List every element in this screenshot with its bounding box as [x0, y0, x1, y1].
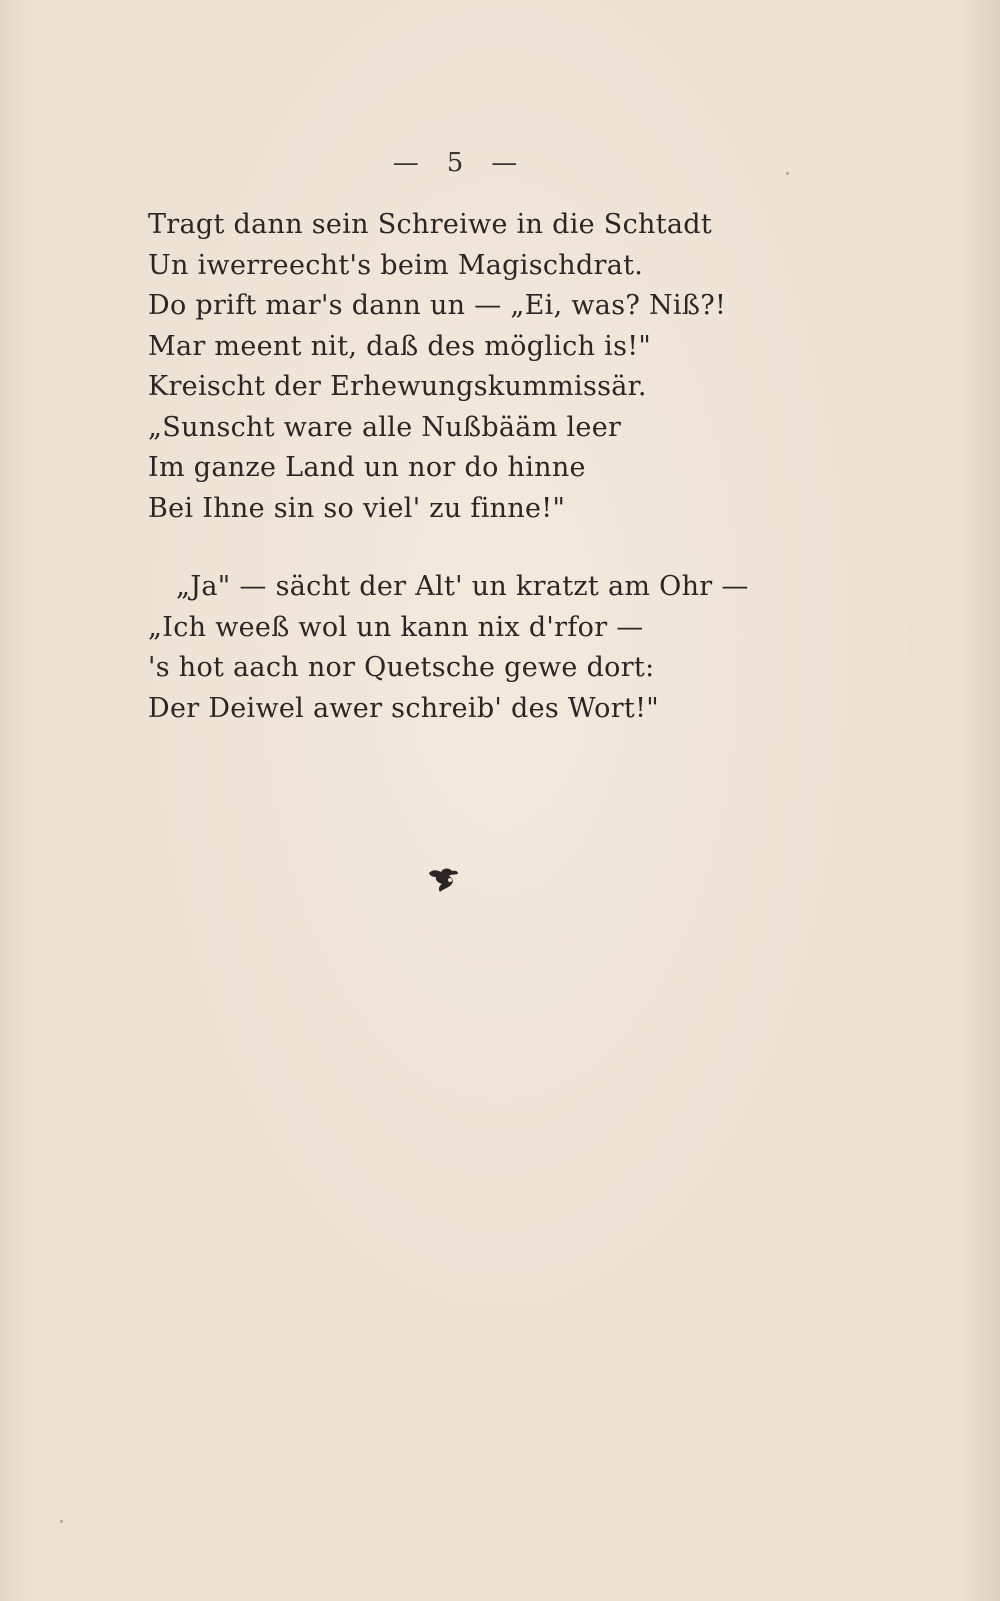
- fleuron-icon: [423, 860, 463, 900]
- paper-speck: [786, 172, 789, 175]
- poem-line: Kreischt der Erhewungskummissär.: [148, 371, 647, 402]
- stanza-1: [148, 205, 868, 529]
- poem-line: „Ja" — sächt der Alt' un kratzt am Ohr —: [176, 571, 749, 602]
- page-number-dash-right: —: [491, 148, 518, 178]
- poem-line: „Ich weeß wol un kann nix d'rfor —: [148, 611, 644, 643]
- page-header: [0, 148, 1000, 178]
- poem-line: Tragt dann sein Schreiwe in die Schtadt: [148, 209, 712, 240]
- poem-body: [148, 205, 868, 729]
- poem-line: Mar meent nit, daß des möglich is!": [148, 330, 652, 362]
- poem-line: Im ganze Land un nor do hinne: [148, 452, 586, 483]
- stanza-2: [148, 567, 868, 729]
- poem-line: „Sunscht ware alle Nußbääm leer: [148, 411, 622, 443]
- page-number: 5: [446, 148, 464, 178]
- poem-line: Do prift mar's dann un — „Ei, was? Niß?!: [148, 290, 727, 321]
- page-number-dash-left: —: [392, 148, 419, 178]
- paper-speck: [60, 1520, 63, 1523]
- poem-line: Bei Ihne sin so viel' zu finne!": [148, 492, 566, 524]
- poem-line: Der Deiwel awer schreib' des Wort!": [148, 692, 659, 724]
- poem-line: Un iwerreecht's beim Magischdrat.: [148, 249, 644, 281]
- poem-line: 's hot aach nor Quetsche gewe dort:: [148, 652, 655, 683]
